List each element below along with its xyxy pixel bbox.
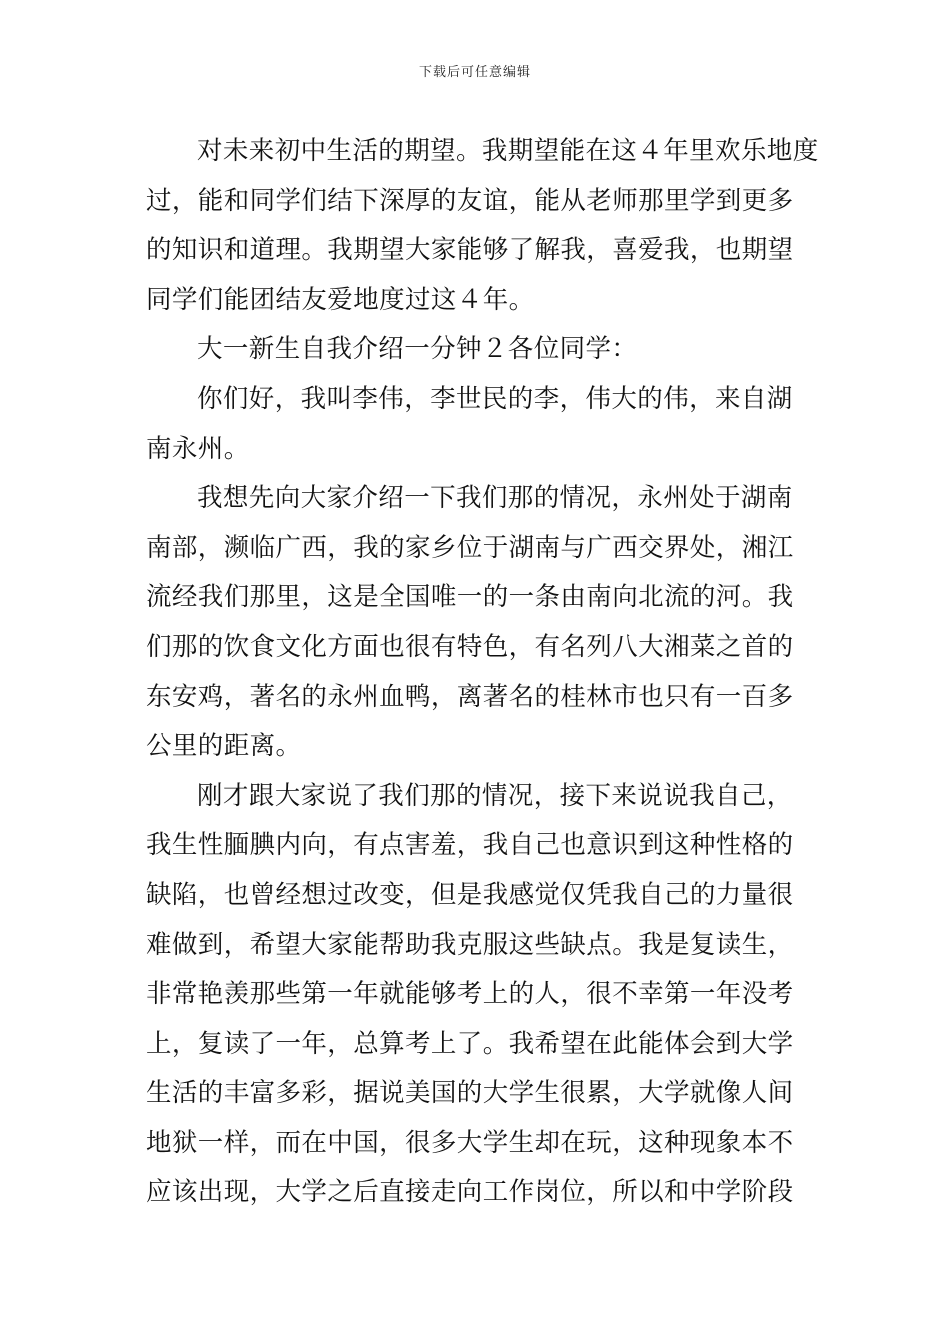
text-line: 南部，濒临广西，我的家乡位于湖南与广西交界处，湘江 — [146, 532, 794, 563]
text-line: 我想先向大家介绍一下我们那的情况，永州处于湖南 — [197, 483, 793, 514]
text-line: 过，能和同学们结下深厚的友谊，能从老师那里学到更多 — [146, 185, 794, 216]
text-line: 同学们能团结友爱地度过这４年。 — [146, 284, 535, 315]
text-line: 刚才跟大家说了我们那的情况，接下来说说我自己， — [197, 780, 793, 811]
text-line: 我生性腼腆内向，有点害羞，我自己也意识到这种性格的 — [146, 830, 794, 861]
text-line: 难做到，希望大家能帮助我克服这些缺点。我是复读生， — [146, 929, 794, 960]
text-line: 公里的距离。 — [146, 731, 302, 762]
paragraph-about-self — [146, 772, 808, 1218]
text-line: 大一新生自我介绍一分钟２各位同学： — [197, 334, 638, 365]
text-line: 南永州。 — [146, 433, 250, 464]
text-line: 对未来初中生活的期望。我期望能在这４年里欢乐地度 — [197, 136, 819, 166]
text-line: 应该出现，大学之后直接走向工作岗位，所以和中学阶段 — [146, 1177, 794, 1208]
text-line: 非常艳羡那些第一年就能够考上的人，很不幸第一年没考 — [146, 979, 794, 1010]
paragraph-expectations — [146, 127, 819, 325]
text-line: 地狱一样，而在中国，很多大学生却在玩，这种现象本不 — [146, 1127, 794, 1158]
text-line: 的知识和道理。我期望大家能够了解我，喜爱我，也期望 — [146, 235, 794, 266]
text-line: 生活的丰富多彩，据说美国的大学生很累，大学就像人间 — [146, 1078, 794, 1109]
text-line: 们那的饮食文化方面也很有特色，有名列八大湘菜之首的 — [146, 631, 794, 662]
paragraph-greeting — [146, 375, 808, 474]
text-line: 上，复读了一年，总算考上了。我希望在此能体会到大学 — [146, 1028, 794, 1059]
text-line: 流经我们那里，这是全国唯一的一条由南向北流的河。我 — [146, 582, 794, 613]
page-header: 下载后可任意编辑 — [418, 65, 531, 80]
text-line: 缺陷，也曾经想过改变，但是我感觉仅凭我自己的力量很 — [146, 879, 794, 910]
document-body — [146, 127, 819, 1218]
text-line: 东安鸡，著名的永州血鸭，离著名的桂林市也只有一百多 — [146, 681, 794, 712]
paragraph-section-title — [146, 325, 808, 375]
paragraph-hometown — [146, 474, 808, 772]
text-line: 你们好，我叫李伟，李世民的李，伟大的伟，来自湖 — [197, 383, 793, 414]
